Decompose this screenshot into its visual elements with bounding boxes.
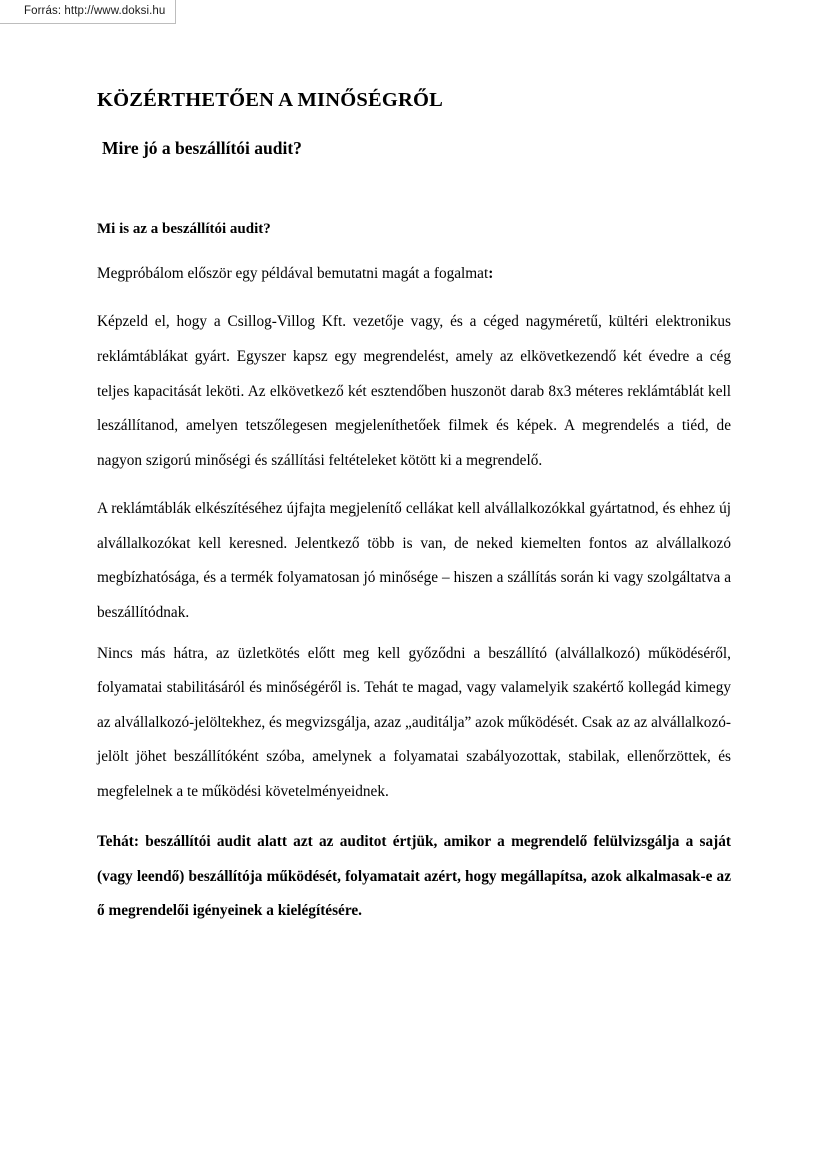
source-banner: [0, 0, 176, 24]
paragraph-subcontractors: A reklámtáblák elkészítéséhez újfajta megjelenítő cellákat kell alvállalkozókkal gyártatnod, és ehhez új alvállalkozókat kell keresned. Jelentkező több is van, de neked kiemelten fontos az alvállalkozó megbízhatósága, és a termék folyamatosan jó minősége – hiszen a szállítás során ki vagy szolgáltatva a beszállítódnak.: [97, 500, 731, 621]
paragraph-conclusion: Tehát: beszállítói audit alatt azt az auditot értjük, amikor a megrendelő felülvizsgálja a saját (vagy leendő) beszállítója működését, folyamatait azért, hogy megállapítsa, azok alkalmasak-e az ő megrendelői igényeinek a kielégítésére.: [97, 833, 731, 920]
page-title: KÖZÉRTHETŐEN A MINŐSÉGRŐL: [97, 89, 444, 111]
paragraph-intro-text: Megpróbálom először egy példával bemutatni magát a fogalmat: [97, 264, 489, 282]
document-body: [97, 88, 731, 929]
paragraph-intro-colon: :: [488, 264, 494, 282]
paragraph-convince: Nincs más hátra, az üzletkötés előtt meg kell győződni a beszállító (alvállalkozó) működéséről, folyamatai stabilitásáról és minőségéről is. Tehát te magad, vagy valamelyik szakértő kollegád kimegy az alvállalkozó-jelöltekhez, és megvizsgálja, azaz „auditálja” azok működését. Csak az az alvállalkozó-jelölt jöhet beszállítóként szóba, amelynek a folyamatai szabályozottak, stabilak, ellenőrzöttek, és megfelelnek a te működési követelményeidnek.: [97, 644, 731, 800]
section-heading: Mi is az a beszállítói audit?: [97, 221, 271, 238]
source-banner-text: Forrás: http://www.doksi.hu: [24, 4, 166, 17]
page-subtitle: Mire jó a beszállítói audit?: [102, 137, 302, 158]
paragraph-intro: [97, 257, 731, 292]
paragraph-example: Képzeld el, hogy a Csillog-Villog Kft. vezetője vagy, és a céged nagyméretű, kültéri elektronikus reklámtáblákat gyárt. Egyszer kapsz egy megrendelést, amely az elkövetkezendő két évedre a cég teljes kapacitását leköti. Az elkövetkező két esztendőben huszonöt darab 8x3 méteres reklámtáblát kell leszállítanod, amelyen tetszőlegesen megjeleníthetőek filmek és képek. A megrendelés a tiéd, de nagyon szigorú minőségi és szállítási feltételeket kötött ki a megrendelő.: [97, 313, 731, 469]
